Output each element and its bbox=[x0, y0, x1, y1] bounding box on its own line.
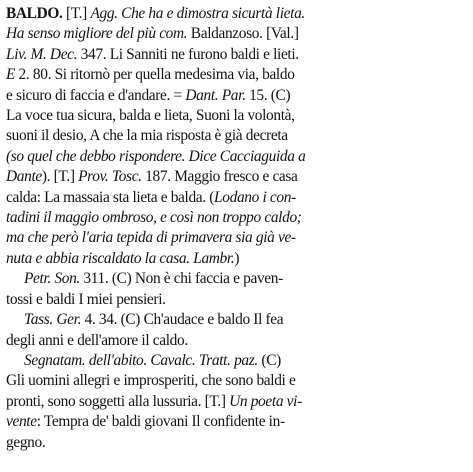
text-segment: La voce tua sicura, balda e lieta, Suoni la volontà, bbox=[6, 107, 295, 125]
entry-line bbox=[6, 331, 467, 351]
italic-text: Lodano i con- bbox=[214, 188, 296, 206]
text-segment: Gli uomini allegri e improsperiti, che sono baldi e bbox=[6, 372, 296, 390]
text-segment: suoni il desio, A che la mia risposta è già decreta bbox=[6, 127, 288, 145]
entry-line bbox=[6, 147, 467, 167]
italic-text: so quel che debbo rispondere. Dice Cacciaguida a bbox=[10, 147, 306, 165]
text-segment: ). [T.] bbox=[41, 168, 79, 186]
text-segment: 15. (C) bbox=[245, 86, 291, 104]
entry-line bbox=[6, 106, 467, 126]
text-segment: Baldanzoso. [Val.] bbox=[187, 25, 299, 43]
entry-line bbox=[6, 371, 467, 391]
text-segment: [T.] bbox=[62, 5, 91, 22]
text-segment: 4. 34. (C) Ch'audace e baldo Il fea bbox=[81, 311, 284, 329]
italic-text: Un poeta vi- bbox=[229, 392, 302, 410]
entry-line bbox=[6, 45, 467, 65]
italic-text: E bbox=[6, 66, 16, 84]
entry-line bbox=[6, 269, 467, 289]
text-segment: tossi e baldi I miei pensieri. bbox=[6, 290, 166, 308]
italic-text: ( bbox=[6, 147, 11, 165]
italic-text: ma che però l'aria tepida di primavera sia già ve- bbox=[6, 229, 296, 247]
entry-line bbox=[6, 4, 467, 24]
italic-text: Ha senso migliore del più com. bbox=[6, 25, 188, 43]
entry-line bbox=[6, 188, 467, 208]
italic-text: Dante bbox=[6, 168, 42, 186]
italic-text: Agg. Che ha e dimostra sicurtà lieta. bbox=[90, 5, 305, 22]
italic-text: Tass. Ger. bbox=[24, 311, 82, 329]
entry-line bbox=[6, 433, 467, 453]
entry-line bbox=[6, 208, 467, 228]
italic-text: vente bbox=[6, 413, 37, 431]
entry-line bbox=[6, 65, 467, 85]
text-segment: gegno. bbox=[6, 433, 46, 451]
text-segment: pronti, sono soggetti alla lussuria. [T.] bbox=[6, 392, 230, 410]
entry-line bbox=[6, 126, 467, 146]
text-segment: 2. 80. Si ritornò per quella medesima via, baldo bbox=[15, 66, 295, 84]
italic-text: Segnatam. dell'abito. Cavalc. Tratt. paz. bbox=[24, 351, 258, 369]
entry-line bbox=[6, 24, 467, 44]
entry-line bbox=[6, 412, 467, 432]
entry-line bbox=[6, 290, 467, 310]
entry-line bbox=[6, 167, 467, 187]
text-segment: : Tempra de' baldi giovani Il confidente in- bbox=[36, 413, 285, 431]
entry-line bbox=[6, 310, 467, 330]
text-segment: 311. (C) Non è chi faccia e paven- bbox=[79, 270, 283, 288]
entry-line bbox=[6, 86, 467, 106]
entry-line bbox=[6, 249, 467, 269]
text-segment: 187. Maggio fresco e casa bbox=[141, 168, 298, 186]
italic-text: Prov. Tosc. bbox=[78, 168, 142, 186]
italic-text: nuta e abbia riscaldato la casa. Lambr. bbox=[6, 249, 235, 267]
entry-line bbox=[6, 392, 467, 412]
italic-text: Dant. Par. bbox=[185, 86, 246, 104]
text-segment: ) bbox=[234, 249, 240, 267]
italic-text: Petr. Son. bbox=[24, 270, 80, 288]
text-segment: (C) bbox=[257, 351, 281, 369]
headword: BALDO. bbox=[6, 5, 63, 22]
italic-text: tadini il maggio ombroso, e così non troppo caldo; bbox=[6, 209, 302, 227]
text-segment: 347. Li Sanniti ne furono baldi e lieti. bbox=[77, 45, 299, 63]
text-segment: calda: La massaia sta lieta e balda. ( bbox=[6, 188, 215, 206]
italic-text: Liv. M. Dec. bbox=[6, 45, 78, 63]
entry-line bbox=[6, 351, 467, 371]
text-segment: e sicuro di faccia e d'andare. = bbox=[6, 86, 186, 104]
entry-line bbox=[6, 228, 467, 248]
text-segment: degli anni e dell'amore il caldo. bbox=[6, 331, 188, 349]
